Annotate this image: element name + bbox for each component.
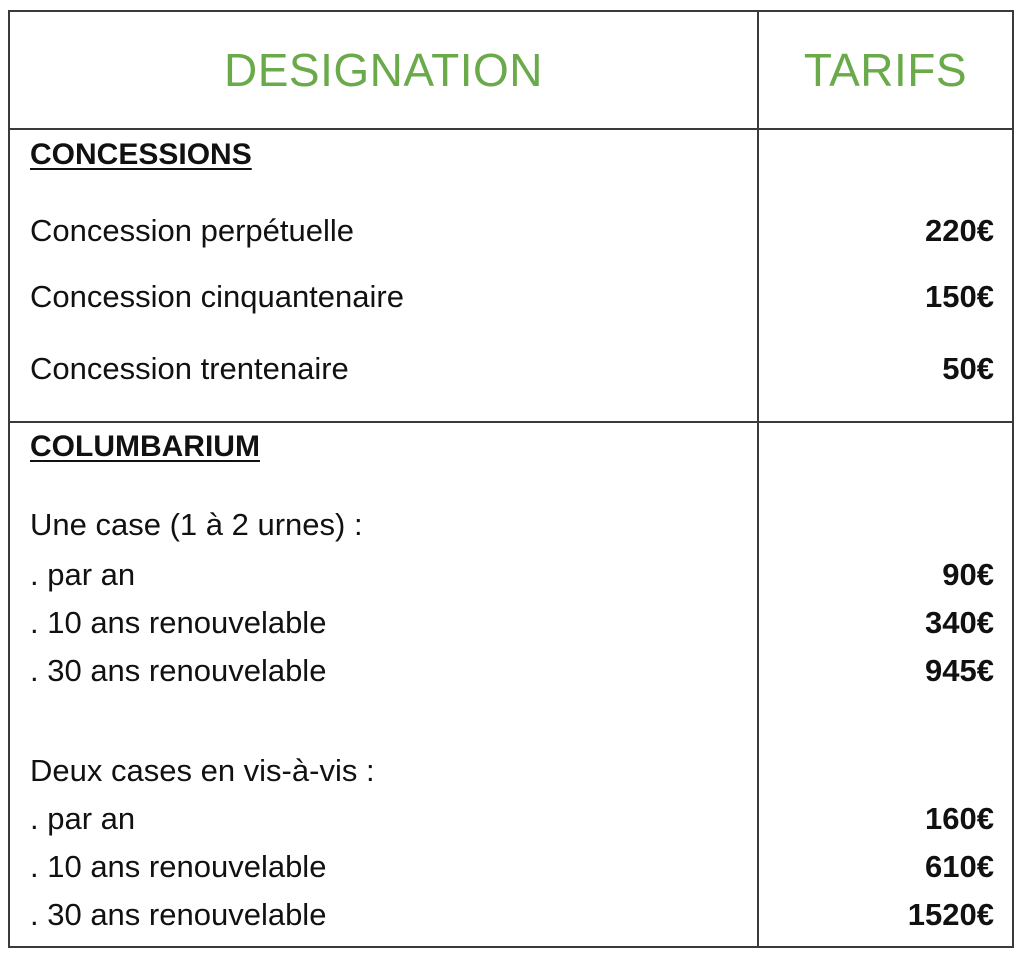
columbarium-label: . par an (30, 557, 136, 592)
section-title-columbarium: COLUMBARIUM (30, 430, 260, 463)
columbarium-price: 945€ (925, 653, 994, 688)
columbarium-label: . 30 ans renouvelable (30, 897, 327, 932)
concession-price: 150€ (925, 279, 994, 314)
group-label: Une case (1 à 2 urnes) : (30, 507, 363, 542)
columbarium-label: . 10 ans renouvelable (30, 849, 327, 884)
section-title-concessions: CONCESSIONS (30, 138, 252, 171)
columbarium-price: 90€ (942, 557, 994, 592)
columbarium-label: . 10 ans renouvelable (30, 605, 327, 640)
header-tarifs: TARIFS (803, 44, 968, 96)
columbarium-price: 610€ (925, 849, 994, 884)
header-divider (10, 128, 1012, 130)
concession-label: Concession cinquantenaire (30, 279, 404, 314)
column-divider (757, 12, 759, 946)
columbarium-price: 340€ (925, 605, 994, 640)
tariff-table (8, 10, 1014, 948)
columbarium-price: 160€ (925, 801, 994, 836)
columbarium-price: 1520€ (907, 897, 994, 932)
concession-label: Concession perpétuelle (30, 213, 354, 248)
group-label: Deux cases en vis-à-vis : (30, 753, 375, 788)
columbarium-label: . par an (30, 801, 136, 836)
section-divider (10, 421, 1012, 423)
concession-price: 220€ (925, 213, 994, 248)
concession-price: 50€ (942, 351, 994, 386)
header-designation: DESIGNATION (223, 44, 543, 96)
columbarium-label: . 30 ans renouvelable (30, 653, 327, 688)
concession-label: Concession trentenaire (30, 351, 349, 386)
